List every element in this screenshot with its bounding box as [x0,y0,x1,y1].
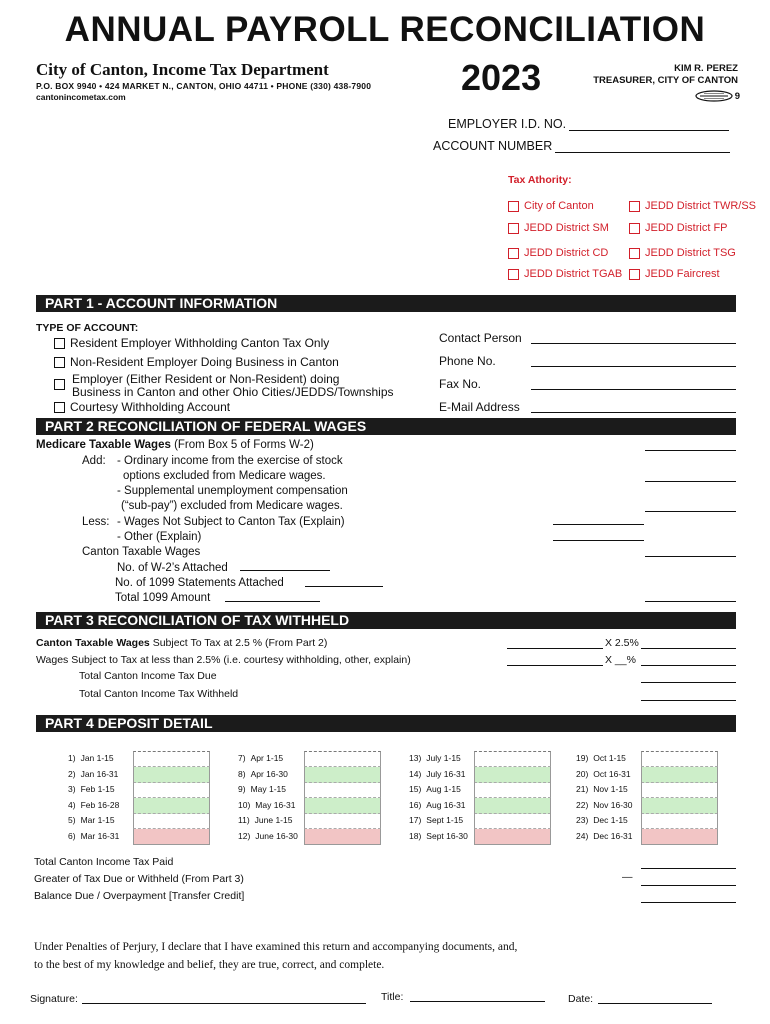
canton-taxable-wages-label: Canton Taxable Wages [82,546,201,558]
less-other: - Other (Explain) [117,531,202,543]
date-label: Date: [568,993,594,1005]
deposit-period-dates: Jan 16-31 [80,768,119,779]
deposit-period-dates: Nov 1-15 [593,784,628,795]
deposit-period-number: 8) [238,768,246,779]
deposit-amount-field[interactable] [474,782,551,798]
tax-year: 2023 [461,57,542,98]
deposit-period-dates: July 1-15 [426,753,461,763]
deposit-period-number: 9) [238,784,246,795]
deposit-period-dates: Oct 16-31 [593,768,631,779]
deposit-period-dates: Jan 1-15 [80,753,114,763]
deposit-amount-field[interactable] [641,751,718,767]
deposit-period-label [68,800,119,810]
account-type-option-text: Business in Canton and other Ohio Cities/JEDDS/Townships [72,385,394,399]
title-field[interactable] [410,1001,545,1002]
w2-attached-label: No. of W-2’s Attached [117,562,228,574]
add-stock-options-line2: options excluded from Medicare wages. [123,470,326,482]
less-not-subject: - Wages Not Subject to Canton Tax (Explain) [117,516,345,528]
part3-line1: Canton Taxable Wages Subject To Tax at 2.5 % (From Part 2) [36,637,328,649]
tax-authority-option[interactable]: JEDD District TSG [629,247,736,259]
tax-authority-option[interactable]: City of Canton [508,200,594,212]
deposit-amount-field[interactable] [474,767,551,783]
account-number-field[interactable] [555,141,730,153]
total-1099-label: Total 1099 Amount [115,592,211,604]
deposit-period-label [68,753,114,763]
total-tax-paid-field[interactable] [641,868,736,869]
deposit-period-number: 7) [238,753,246,763]
deposit-amount-field[interactable] [133,782,210,798]
deposit-period-label [68,831,119,841]
deposit-period-number: 3) [68,784,76,795]
employer-id-field[interactable] [569,119,729,131]
phone-label: Phone No. [439,354,496,368]
seal-row [694,90,740,102]
minus-sign: — [622,871,633,883]
deposit-period-label [576,769,631,779]
deposit-period-label [576,784,628,794]
deposit-amount-field[interactable] [474,798,551,814]
checkbox[interactable] [629,248,640,259]
deposit-amount-field[interactable] [133,751,210,767]
account-type-option-text: Employer (Either Resident or Non-Resident) doing [72,372,340,386]
seal-suffix: 9 [734,90,740,102]
tax-authority-option[interactable]: JEDD District TWR/SS [629,200,756,212]
account-type-label: TYPE OF ACCOUNT: [36,322,139,334]
add-subpay-line1: - Supplemental unemployment compensation [117,485,348,497]
title-label: Title: [381,991,404,1003]
deposit-period-number: 21) [576,784,589,795]
tax-authority-label: Tax Athority: [508,174,572,186]
statements-1099-label: No. of 1099 Statements Attached [115,577,284,589]
deposit-amount-field[interactable] [641,813,718,829]
declaration-line2: to the best of my knowledge and belief, they are true, correct, and complete. [34,959,385,971]
deposit-period-dates: Mar 1-15 [80,815,115,826]
deposit-period-dates: Sept 1-15 [426,815,464,826]
checkbox[interactable] [629,201,640,212]
tax-authority-option[interactable]: JEDD Faircrest [629,268,720,280]
greater-tax-field[interactable] [641,885,736,886]
medicare-wages-field[interactable] [645,450,736,451]
account-type-option[interactable]: Courtesy Withholding Account [54,400,230,414]
part4-header: PART 4 DEPOSIT DETAIL [36,715,736,732]
deposit-amount-field[interactable] [304,813,381,829]
tax-at-rate-field[interactable] [641,648,736,649]
checkbox[interactable] [629,269,640,280]
deposit-amount-field[interactable] [304,829,381,845]
deposit-period-number: 24) [576,831,589,841]
deposit-period-label [238,753,283,763]
canton-taxable-wages-field[interactable] [645,556,736,557]
account-type-option[interactable]: Resident Employer Withholding Canton Tax Only [54,336,329,350]
deposit-period-number: 5) [68,815,76,826]
deposit-period-dates: Feb 16-28 [80,799,120,810]
deposit-period-label [409,800,466,810]
deposit-period-label [68,769,118,779]
deposit-period-number: 20) [576,768,589,779]
deposit-period-label [238,769,288,779]
deposit-period-dates: Nov 16-30 [593,799,633,810]
deposit-period-dates: Dec 16-31 [593,831,633,841]
deposit-period-label [409,753,461,763]
city-seal-icon [694,90,734,102]
stock-options-field[interactable] [645,481,736,482]
deposit-period-dates: Mar 16-31 [80,831,120,841]
less-label: Less: [82,516,110,528]
add-stock-options-line1: - Ordinary income from the exercise of stock [117,455,343,467]
deposit-period-dates: Sept 16-30 [426,831,468,841]
deposit-period-number: 23) [576,815,589,826]
part2-header: PART 2 RECONCILIATION OF FEDERAL WAGES [36,418,736,435]
deposit-period-dates: June 1-15 [254,815,293,826]
deposit-amount-field[interactable] [133,829,210,845]
employer-id-label: EMPLOYER I.D. NO. [448,117,567,131]
form-title: ANNUAL PAYROLL RECONCILIATION [64,10,706,49]
taxable-less-field[interactable] [507,665,603,666]
deposit-period-dates: Aug 16-31 [426,799,466,810]
deposit-amount-field[interactable] [474,829,551,845]
deposit-amount-field[interactable] [641,767,718,783]
deposit-period-dates: Oct 1-15 [593,753,626,763]
checkbox[interactable] [629,223,640,234]
deposit-period-number: 4) [68,799,76,810]
deposit-period-dates: Feb 1-15 [80,784,115,795]
department-website: cantonincometax.com [36,92,126,102]
greater-tax-label: Greater of Tax Due or Withheld (From Part 3) [34,873,244,885]
add-subpay-line2: (“sub-pay”) excluded from Medicare wages. [121,500,343,512]
deposit-amount-field[interactable] [474,751,551,767]
checkbox[interactable] [508,201,519,212]
deposit-period-label [238,800,295,810]
part1-header: PART 1 - ACCOUNT INFORMATION [36,295,736,312]
checkbox[interactable] [508,223,519,234]
part3-header: PART 3 RECONCILIATION OF TAX WITHHELD [36,612,736,629]
rate-2-5: X 2.5% [605,637,639,649]
tax-authority-option[interactable]: JEDD District SM [508,222,609,234]
checkbox[interactable] [54,357,65,368]
deposit-amount-field[interactable] [133,813,210,829]
deposit-period-number: 12) [238,831,251,841]
tax-authority-option[interactable]: JEDD District CD [508,247,608,259]
treasurer-block [593,63,738,87]
deposit-period-dates: May 16-31 [255,799,296,810]
deposit-period-number: 14) [409,768,422,779]
deposit-amount-field[interactable] [133,767,210,783]
deposit-amount-field[interactable] [304,782,381,798]
declaration-line1: Under Penalties of Perjury, I declare that I have examined this return and accompanying documents, and, [34,941,518,953]
deposit-period-label [576,815,628,825]
deposit-period-dates: Dec 1-15 [593,815,628,826]
account-type-option[interactable]: Non-Resident Employer Doing Business in Canton [54,355,339,369]
deposit-period-label [238,815,292,825]
deposit-period-number: 19) [576,753,589,763]
total-tax-due-field[interactable] [641,682,736,683]
rate-other: X __% [605,654,636,666]
deposit-amount-field[interactable] [304,751,381,767]
part3-line2: Wages Subject to Tax at less than 2.5% (i.e. courtesy withholding, other, explain) [36,654,411,666]
total-tax-withheld-label: Total Canton Income Tax Withheld [79,688,239,700]
fax-field[interactable] [531,389,736,390]
medicare-wages-line: Medicare Taxable Wages (From Box 5 of Forms W-2) [36,439,314,451]
other-field[interactable] [553,540,644,541]
deposit-period-label [576,831,633,841]
statements-1099-field[interactable] [305,586,383,587]
date-field[interactable] [598,1003,712,1004]
balance-due-label: Balance Due / Overpayment [Transfer Credit] [34,890,245,902]
total-tax-withheld-field[interactable] [641,700,736,701]
checkbox[interactable] [54,402,65,413]
signature-field[interactable] [82,1003,366,1004]
deposit-period-dates: May 1-15 [250,784,286,795]
total-tax-due-label: Total Canton Income Tax Due [79,670,217,682]
checkbox[interactable] [508,248,519,259]
deposit-period-dates: Apr 1-15 [250,753,284,763]
deposit-period-number: 6) [68,831,76,841]
subpay-field[interactable] [645,511,736,512]
deposit-amount-field[interactable] [641,782,718,798]
employer-id-row [448,117,729,131]
deposit-period-dates: Aug 1-15 [426,784,461,795]
account-number-label: ACCOUNT NUMBER [433,139,553,153]
fax-label: Fax No. [439,377,482,391]
deposit-period-label [409,769,466,779]
deposit-period-number: 15) [409,784,422,795]
not-subject-field[interactable] [553,524,644,525]
deposit-period-number: 22) [576,799,589,810]
deposit-period-number: 11) [238,815,250,826]
department-address: P.O. BOX 9940 • 424 MARKET N., CANTON, OHIO 44711 • PHONE (330) 438-7900 [36,81,372,91]
w2-attached-field[interactable] [240,570,330,571]
deposit-amount-field[interactable] [133,798,210,814]
deposit-period-label [409,815,463,825]
email-field[interactable] [531,412,736,413]
balance-due-field[interactable] [641,902,736,903]
checkbox[interactable] [54,379,65,390]
contact-person-field[interactable] [531,343,736,344]
deposit-period-number: 10) [238,799,251,810]
total-1099-amount-field[interactable] [645,601,736,602]
account-number-row [433,139,730,153]
tax-authority-option[interactable]: JEDD District FP [629,222,728,234]
contact-person-label: Contact Person [439,331,522,345]
deposit-period-label [238,831,298,841]
deposit-period-number: 1) [68,753,76,763]
total-tax-paid-label: Total Canton Income Tax Paid [34,856,174,868]
add-label: Add: [82,455,106,467]
deposit-period-label [238,784,286,794]
deposit-period-label [576,800,633,810]
deposit-amount-field[interactable] [641,829,718,845]
deposit-period-number: 16) [409,799,422,810]
tax-authority-option[interactable]: JEDD District TGAB [508,268,622,280]
deposit-period-number: 2) [68,768,76,779]
deposit-period-label [68,784,115,794]
deposit-amount-field[interactable] [304,798,381,814]
deposit-period-number: 17) [409,815,422,826]
deposit-period-dates: Apr 16-30 [250,768,288,779]
department-name: City of Canton, Income Tax Department [36,60,329,79]
tax-less-field[interactable] [641,665,736,666]
deposit-amount-field[interactable] [304,767,381,783]
deposit-period-label [576,753,626,763]
phone-field[interactable] [531,366,736,367]
deposit-period-label [409,831,468,841]
treasurer-title: TREASURER, CITY OF CANTON [593,75,738,86]
signature-label: Signature: [30,993,78,1005]
deposit-period-dates: June 16-30 [255,831,298,841]
total-1099-field[interactable] [225,601,320,602]
email-label: E-Mail Address [439,400,520,414]
deposit-period-label [409,784,461,794]
deposit-amount-field[interactable] [641,798,718,814]
checkbox[interactable] [508,269,519,280]
treasurer-name: KIM R. PEREZ [674,63,738,74]
deposit-amount-field[interactable] [474,813,551,829]
deposit-period-number: 13) [409,753,422,763]
deposit-period-label [68,815,115,825]
deposit-period-number: 18) [409,831,422,841]
taxable-at-rate-field[interactable] [507,648,603,649]
checkbox[interactable] [54,338,65,349]
deposit-period-dates: July 16-31 [426,768,466,779]
